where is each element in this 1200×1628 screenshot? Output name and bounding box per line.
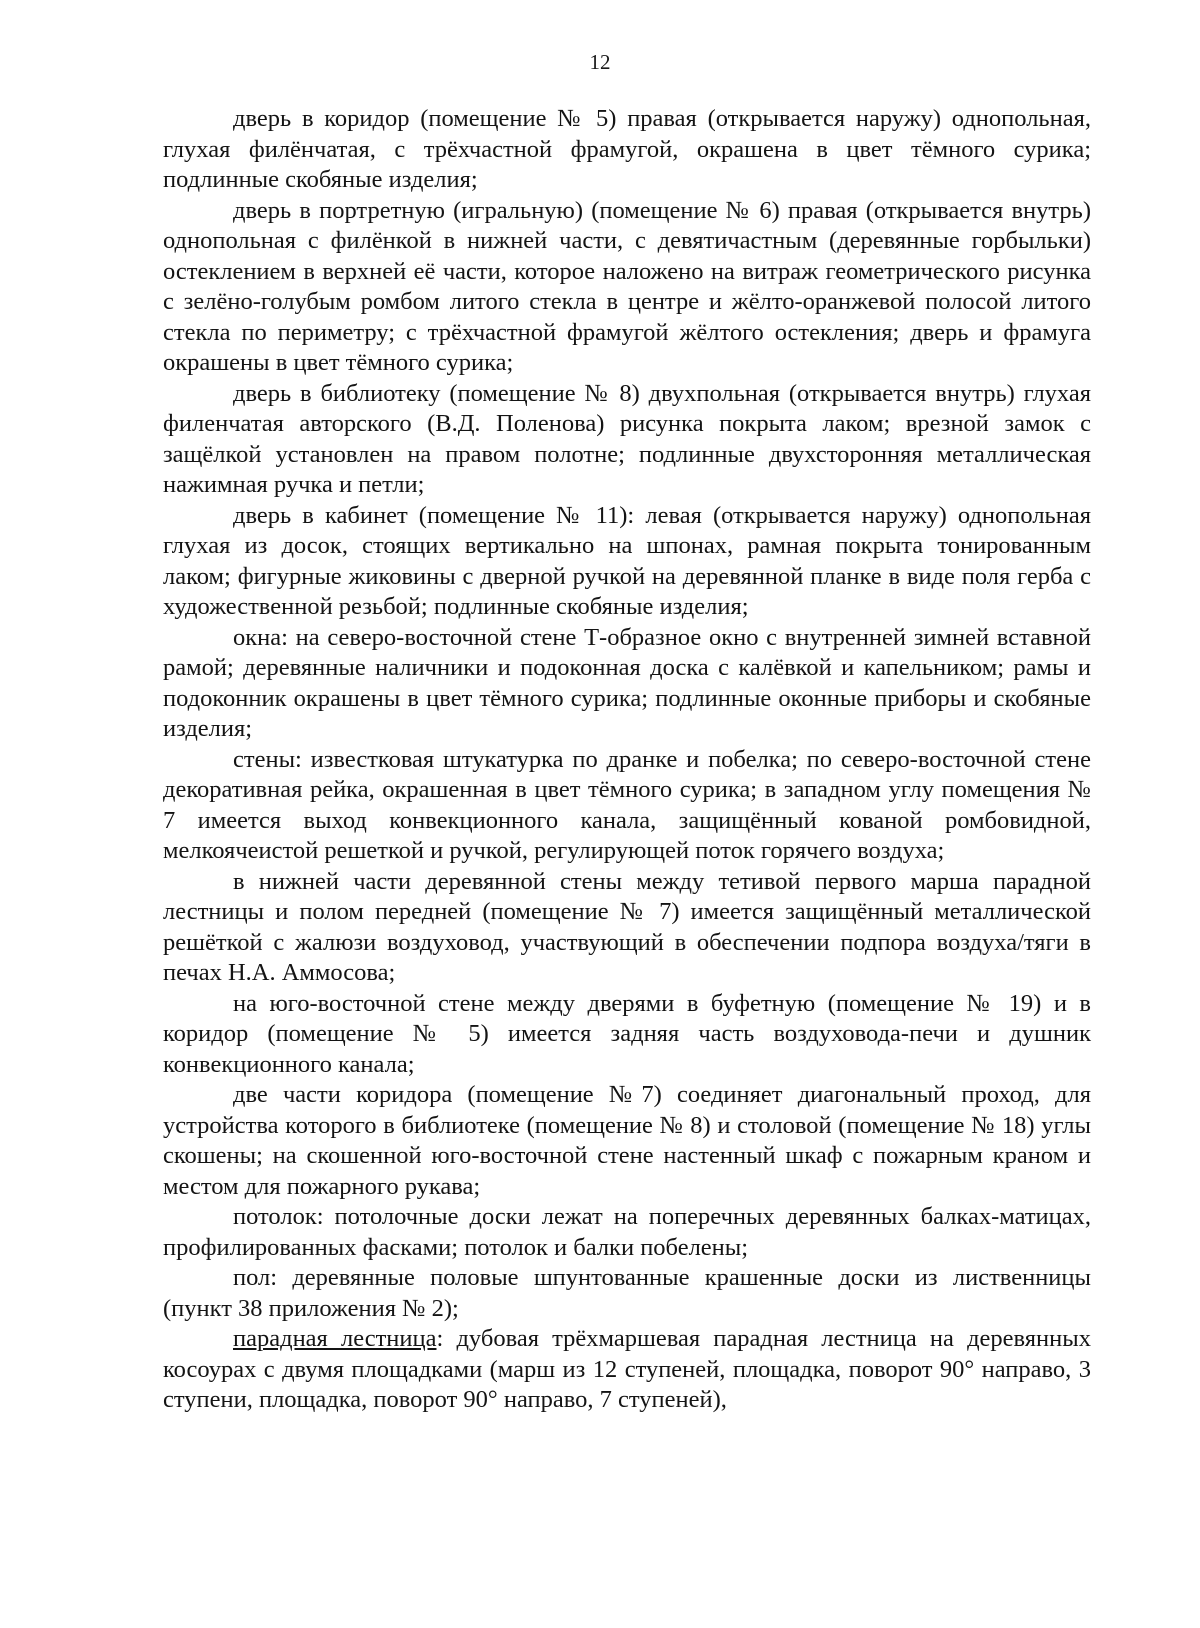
paragraph-study-door: дверь в кабинет (помещение № 11): левая (открывается наружу) однопольная глухая из досок, стоящих вертикально на шпонах, рамная покрыта тонированным лаком; фигурные жиковины с дверной ручкой на деревянной планке в виде поля герба с художественной резьбой; подлинные скобяные изделия;	[163, 501, 1091, 620]
paragraph-main-staircase	[163, 1324, 1091, 1416]
paragraph-portrait-room-door: дверь в портретную (игральную) (помещение № 6) правая (открывается внутрь) однопольная с филёнкой в нижней части, с девятичастным (деревянные горбыльки) остеклением в верхней её части, которое наложено на витраж геометрического рисунка с зелёно-голубым ромбом литого стекла в центре и жёлто-оранжевой полосой литого стекла по периметру; с трёхчастной фрамугой жёлтого остекления; дверь и фрамуга окрашены в цвет тёмного сурика;	[163, 196, 1091, 376]
paragraph-diagonal-passage: две части коридора (помещение №7) соединяет диагональный проход, для устройства которого в библиотеке (помещение № 8) и столовой (помещение № 18) углы скошены; на скошенной юго-восточной стене настенный шкаф с пожарным краном и местом для пожарного рукава;	[163, 1081, 1091, 1200]
paragraph-ceiling: потолок: потолочные доски лежат на поперечных деревянных балках-матицах, профилированных фасками; потолок и балки побелены;	[163, 1203, 1091, 1261]
paragraph-library-door: дверь в библиотеку (помещение № 8) двухпольная (открывается внутрь) глухая филенчатая авторского (В.Д. Поленова) рисунка покрыта лаком; врезной замок с защёлкой установлен на правом полотне; подлинные двухсторонняя металлическая нажимная ручка и петли;	[163, 379, 1091, 498]
page-number: 12	[589, 50, 611, 74]
staircase-description: : дубовая трёхмаршевая парадная лестница на деревянных косоурах с двумя площадками (марш из 12 ступеней, площадка, поворот 90° направо, 3 ступени, площадка, поворот 90° направо, 7 ступеней),	[163, 1325, 1091, 1413]
paragraph-windows: окна: на северо-восточной стене Т-образное окно с внутренней зимней вставной рамой; деревянные наличники и подоконная доска с калёвкой и капельником; рамы и подоконник окрашены в цвет тёмного сурика; подлинные оконные приборы и скобяные изделия;	[163, 623, 1091, 742]
paragraph-corridor-door: дверь в коридор (помещение № 5) правая (открывается наружу) однопольная, глухая филёнчатая, с трёхчастной фрамугой, окрашена в цвет тёмного сурика; подлинные скобяные изделия;	[163, 105, 1091, 193]
paragraph-air-duct: в нижней части деревянной стены между тетивой первого марша парадной лестницы и полом передней (помещение № 7) имеется защищённый металлической решёткой с жалюзи воздуховод, участвующий в обеспечении подпора воздуха/тяги в печах Н.А. Аммосова;	[163, 867, 1091, 986]
paragraph-floor: пол: деревянные половые шпунтованные крашенные доски из лиственницы (пункт 38 приложения № 2);	[163, 1264, 1091, 1322]
document-body	[163, 104, 1091, 1416]
paragraph-walls: стены: известковая штукатурка по дранке и побелка; по северо-восточной стене декоративная рейка, окрашенная в цвет тёмного сурика; в западном углу помещения № 7 имеется выход конвекционного канала, защищённый кованой ромбовидной, мелкоячеистой решеткой и ручкой, регулирующей поток горячего воздуха;	[163, 745, 1091, 864]
staircase-heading: парадная лестница	[233, 1325, 437, 1352]
paragraph-southeast-wall: на юго-восточной стене между дверями в буфетную (помещение № 19) и в коридор (помещение № 5) имеется задняя часть воздуховода-печи и душник конвекционного канала;	[163, 989, 1091, 1078]
